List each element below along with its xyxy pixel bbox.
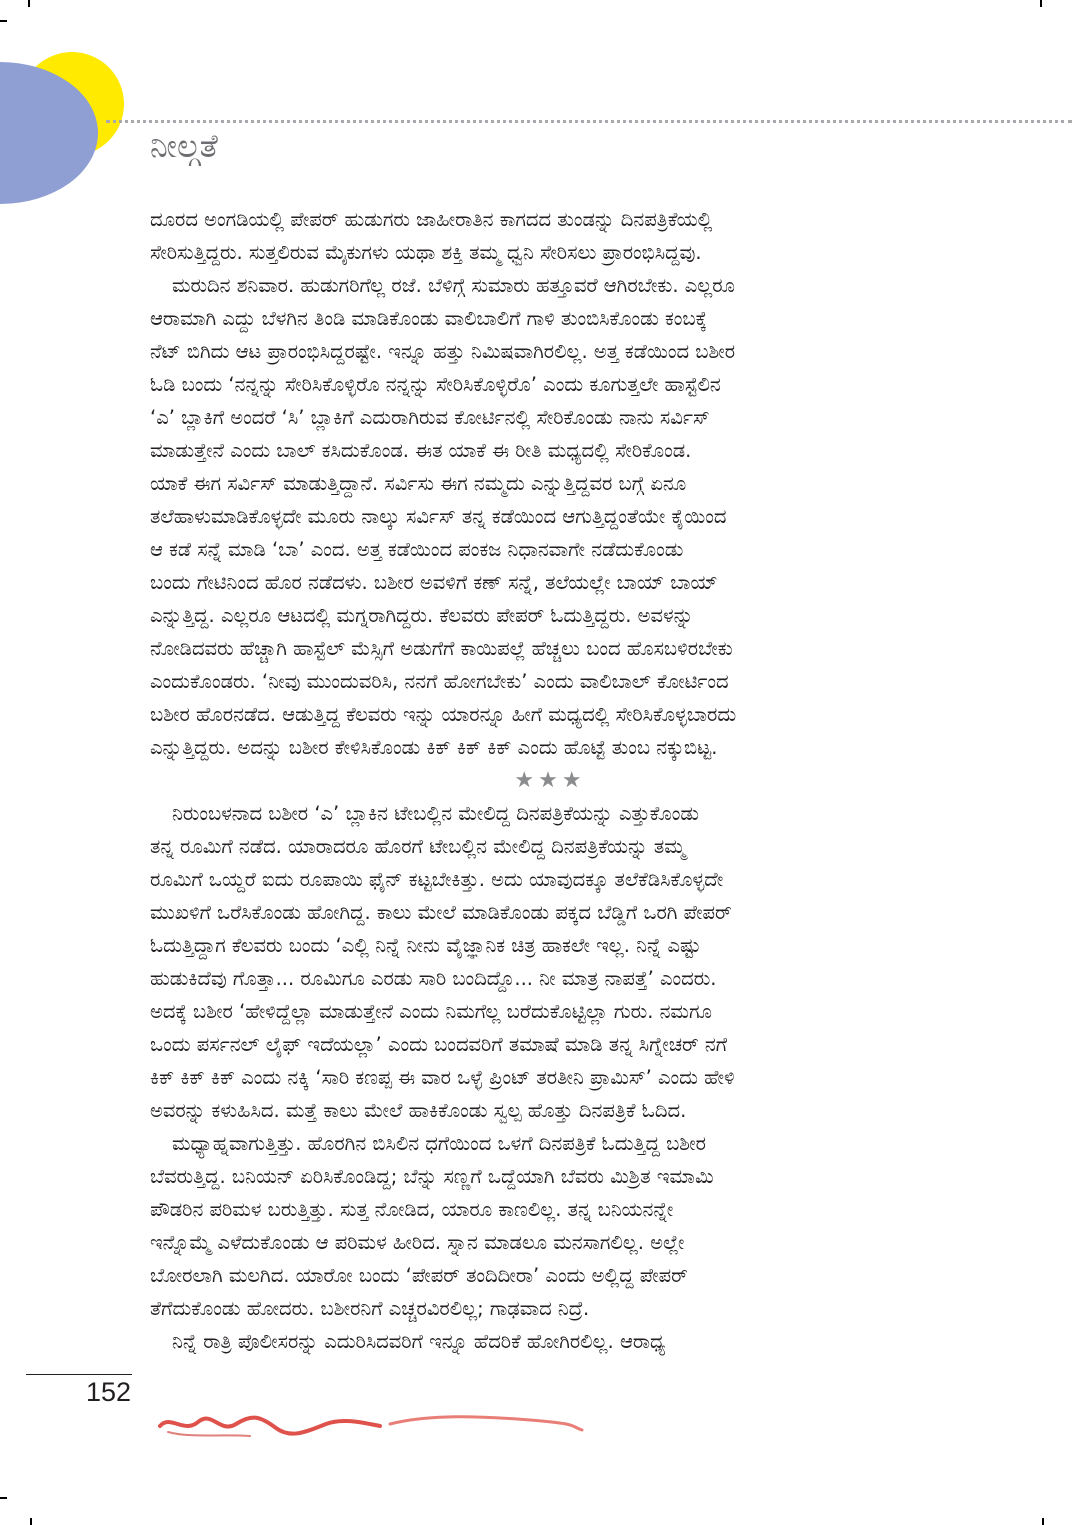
text-line: ತೆಗೆದುಕೊಂಡು ಹೋದರು. ಬಶೀರನಿಗೆ ಎಚ್ಚರವಿರಲಿಲ್ಲ; ಗಾಢವಾದ ನಿದ್ರೆ. xyxy=(150,1297,590,1320)
text-line: ತಲೆಹಾಳುಮಾಡಿಕೊಳ್ಳದೇ ಮೂರು ನಾಲ್ಕು ಸರ್ವಿಸ್ ತನ್ನ ಕಡೆಯಿಂದ ಆಗುತ್ತಿದ್ದಂತೆಯೇ ಕೈಯಿಂದ xyxy=(150,505,727,528)
text-line: ಸೇರಿಸುತ್ತಿದ್ದರು. ಸುತ್ತಲಿರುವ ಮೈಕುಗಳು ಯಥಾ ಶಕ್ತಿ ತಮ್ಮ ಧ್ವನಿ ಸೇರಿಸಲು ಪ್ರಾರಂಭಿಸಿದ್ದವು. xyxy=(150,241,702,264)
section-title: ನೀಲ್ಗತೆ xyxy=(150,127,218,165)
text-line: ದೂರದ ಅಂಗಡಿಯಲ್ಲಿ ಪೇಪರ್ ಹುಡುಗರು ಜಾಹೀರಾತಿನ ಕಾಗದದ ತುಂಡನ್ನು ದಿನಪತ್ರಿಕೆಯಲ್ಲಿ xyxy=(150,208,713,231)
text-line: ಬಂದು ಗೇಟಿನಿಂದ ಹೊರ ನಡೆದಳು. ಬಶೀರ ಅವಳಿಗೆ ಕಣ್ ಸನ್ನೆ, ತಲೆಯಲ್ಲೇ ಬಾಯ್ ಬಾಯ್ xyxy=(150,571,718,594)
text-line: ನಿರುಂಬಳನಾದ ಬಶೀರ ‘ಎ’ ಬ್ಲಾಕಿನ ಟೇಬಲ್ಲಿನ ಮೇಲಿದ್ದ ದಿನಪತ್ರಿಕೆಯನ್ನು ಎತ್ತುಕೊಂಡು xyxy=(172,802,699,825)
crop-mark-bottom-right xyxy=(1042,1518,1044,1525)
text-line: ಮಾಡುತ್ತೇನೆ ಎಂದು ಬಾಲ್ ಕಸಿದುಕೊಂಡ. ಈತ ಯಾಕೆ ಈ ರೀತಿ ಮಧ್ಯದಲ್ಲಿ ಸೇರಿಕೊಂಡ. xyxy=(150,439,692,462)
text-line: ಆರಾಮಾಗಿ ಎದ್ದು ಬೆಳಗಿನ ತಿಂಡಿ ಮಾಡಿಕೊಂಡು ವಾಲಿಬಾಲಿಗೆ ಗಾಳಿ ತುಂಬಿಸಿಕೊಂಡು ಕಂಬಕ್ಕೆ xyxy=(150,307,708,330)
text-line: ಹುಡುಕಿದೆವು ಗೊತ್ತಾ... ರೂಮಿಗೂ ಎರಡು ಸಾರಿ ಬಂದಿದ್ದೊ... ನೀ ಮಾತ್ರ ನಾಪತ್ತೆ’ ಎಂದರು. xyxy=(150,967,717,990)
text-line: ತನ್ನ ರೂಮಿಗೆ ನಡೆದ. ಯಾರಾದರೂ ಹೊರಗೆ ಟೇಬಲ್ಲಿನ ಮೇಲಿದ್ದ ದಿನಪತ್ರಿಕೆಯನ್ನು ತಮ್ಮ xyxy=(150,835,686,858)
crop-mark-bottom-left xyxy=(30,1518,32,1525)
text-line: ಎನ್ನುತ್ತಿದ್ದ. ಎಲ್ಲರೂ ಆಟದಲ್ಲಿ ಮಗ್ನರಾಗಿದ್ದರು. ಕೆಲವರು ಪೇಪರ್ ಓದುತ್ತಿದ್ದರು. ಅವಳನ್ನು xyxy=(150,604,694,627)
text-line: ಎಂದುಕೊಂಡರು. ‘ನೀವು ಮುಂದುವರಿಸಿ, ನನಗೆ ಹೋಗಬೇಕು’ ಎಂದು ವಾಲಿಬಾಲ್ ಕೋರ್ಟಿಂದ xyxy=(150,670,729,693)
page-number: 152 xyxy=(86,1377,132,1407)
text-line: ಮರುದಿನ ಶನಿವಾರ. ಹುಡುಗರಿಗೆಲ್ಲ ರಜೆ. ಬೆಳಿಗ್ಗೆ ಸುಮಾರು ಹತ್ತೂವರೆ ಆಗಿರಬೇಕು. ಎಲ್ಲರೂ xyxy=(172,274,735,297)
text-line: ನೆಟ್ ಬಿಗಿದು ಆಟ ಪ್ರಾರಂಭಿಸಿದ್ದರಷ್ಟೇ. ಇನ್ನೂ ಹತ್ತು ನಿಮಿಷವಾಗಿರಲಿಲ್ಲ. ಅತ್ತ ಕಡೆಯಿಂದ ಬಶೀರ xyxy=(150,340,736,363)
text-line: ಬೋರಲಾಗಿ ಮಲಗಿದ. ಯಾರೋ ಬಂದು ‘ಪೇಪರ್ ತಂದಿದೀರಾ’ ಎಂದು ಅಲ್ಲಿದ್ದ ಪೇಪರ್ xyxy=(150,1264,688,1287)
text-line: ‘ಎ’ ಬ್ಲಾಕಿಗೆ ಅಂದರೆ ‘ಸಿ’ ಬ್ಲಾಕಿಗೆ ಎದುರಾಗಿರುವ ಕೋರ್ಟಿನಲ್ಲಿ ಸೇರಿಕೊಂಡು ನಾನು ಸರ್ವಿಸ್ xyxy=(150,406,710,429)
section-separator: ★★★ xyxy=(514,768,586,793)
text-line: ನೋಡಿದವರು ಹೆಚ್ಚಾಗಿ ಹಾಸ್ಟೆಲ್ ಮೆಸ್ಸಿಗೆ ಅಡುಗೆಗೆ ಕಾಯಿಪಲ್ಲೆ ಹೆಚ್ಚಲು ಬಂದ ಹೊಸಬಳಿರಬೇಕು xyxy=(150,637,733,660)
text-line: ರೂಮಿಗೆ ಒಯ್ದರೆ ಐದು ರೂಪಾಯಿ ಫೈನ್ ಕಟ್ಟಬೇಕಿತ್ತು. ಅದು ಯಾವುದಕ್ಕೂ ತಲೆಕೆಡಿಸಿಕೊಳ್ಳದೇ xyxy=(150,868,724,891)
text-line: ಎನ್ನುತ್ತಿದ್ದರು. ಅದನ್ನು ಬಶೀರ ಕೇಳಿಸಿಕೊಂಡು ಕಿಕ್ ಕಿಕ್ ಕಿಕ್ ಎಂದು ಹೊಟ್ಟೆ ತುಂಬ ನಕ್ಕುಬಿಟ್ಟ. xyxy=(150,736,718,759)
text-line: ಬೆವರುತ್ತಿದ್ದ. ಬನಿಯನ್ ಏರಿಸಿಕೊಂಡಿದ್ದ; ಬೆನ್ನು ಸಣ್ಣಗೆ ಒದ್ದೆಯಾಗಿ ಬೆವರು ಮಿಶ್ರಿತ ಇಮಾಮಿ xyxy=(150,1165,714,1188)
body-text xyxy=(150,203,950,1358)
text-line: ಅವರನ್ನು ಕಳುಹಿಸಿದ. ಮತ್ತೆ ಕಾಲು ಮೇಲೆ ಹಾಕಿಕೊಂಡು ಸ್ವಲ್ಪ ಹೊತ್ತು ದಿನಪತ್ರಿಕೆ ಓದಿದ. xyxy=(150,1099,687,1122)
crop-mark-left-top xyxy=(0,20,7,22)
page-number-rule xyxy=(26,1374,132,1375)
text-line: ಕಿಕ್ ಕಿಕ್ ಕಿಕ್ ಎಂದು ನಕ್ಕಿ ‘ಸಾರಿ ಕಣಪ್ಪ ಈ ವಾರ ಒಳ್ಳೆ ಪ್ರಿಂಟ್ ತರತೀನಿ ಪ್ರಾಮಿಸ್’ ಎಂದು ಹೇಳಿ xyxy=(150,1066,735,1089)
text-line: ಮುಖಳಿಗೆ ಒರೆಸಿಕೊಂಡು ಹೋಗಿದ್ದ. ಕಾಲು ಮೇಲೆ ಮಾಡಿಕೊಂಡು ಪಕ್ಕದ ಬೆಡ್ಡಿಗೆ ಒರಗಿ ಪೇಪರ್ xyxy=(150,901,732,924)
text-line: ಇನ್ನೊಮ್ಮೆ ಎಳೆದುಕೊಂಡು ಆ ಪರಿಮಳ ಹೀರಿದ. ಸ್ನಾನ ಮಾಡಲೂ ಮನಸಾಗಲಿಲ್ಲ. ಅಲ್ಲೇ xyxy=(150,1231,685,1254)
text-line: ಯಾಕೆ ಈಗ ಸರ್ವಿಸ್ ಮಾಡುತ್ತಿದ್ದಾನೆ. ಸರ್ವಿಸು ಈಗ ನಮ್ಮದು ಎನ್ನುತ್ತಿದ್ದವರ ಬಗ್ಗೆ ಏನೂ xyxy=(150,472,687,495)
crop-mark-top-right xyxy=(1040,0,1042,7)
text-line: ಮಧ್ಯಾಹ್ನವಾಗುತ್ತಿತ್ತು. ಹೊರಗಿನ ಬಿಸಿಲಿನ ಧಗೆಯಿಂದ ಒಳಗೆ ದಿನಪತ್ರಿಕೆ ಓದುತ್ತಿದ್ದ ಬಶೀರ xyxy=(172,1132,706,1155)
text-line: ನಿನ್ನೆ ರಾತ್ರಿ ಪೊಲೀಸರನ್ನು ಎದುರಿಸಿದವರಿಗೆ ಇನ್ನೂ ಹೆದರಿಕೆ ಹೋಗಿರಲಿಲ್ಲ. ಆರಾಧ್ಯ xyxy=(172,1330,666,1353)
crop-mark-top-left xyxy=(28,0,30,7)
text-line: ಪೌಡರಿನ ಪರಿಮಳ ಬರುತ್ತಿತ್ತು. ಸುತ್ತ ನೋಡಿದ, ಯಾರೂ ಕಾಣಲಿಲ್ಲ. ತನ್ನ ಬನಿಯನನ್ನೇ xyxy=(150,1198,674,1221)
signature-scribble-image xyxy=(150,1404,590,1444)
text-line: ಓಡಿ ಬಂದು ‘ನನ್ನನ್ನು ಸೇರಿಸಿಕೊಳ್ಳಿರೊ ನನ್ನನ್ನು ಸೇರಿಸಿಕೊಳ್ಳಿರೊ’ ಎಂದು ಕೂಗುತ್ತಲೇ ಹಾಸ್ಟೆಲಿನ xyxy=(150,373,721,396)
text-line: ಅದಕ್ಕೆ ಬಶೀರ ‘ಹೇಳಿದ್ದೆಲ್ಲಾ ಮಾಡುತ್ತೇನೆ ಎಂದು ನಿಮಗೆಲ್ಲ ಬರೆದುಕೊಟ್ಟಿಲ್ಲಾ ಗುರು. ನಮಗೂ xyxy=(150,1000,712,1023)
header-dotted-rule xyxy=(106,120,1072,123)
crop-mark-left-bottom xyxy=(0,1497,7,1499)
text-line: ಆ ಕಡೆ ಸನ್ನೆ ಮಾಡಿ ‘ಬಾ’ ಎಂದ. ಅತ್ತ ಕಡೆಯಿಂದ ಪಂಕಜ ನಿಧಾನವಾಗೇ ನಡೆದುಕೊಂಡು xyxy=(150,538,684,561)
text-line: ಓದುತ್ತಿದ್ದಾಗ ಕೆಲವರು ಬಂದು ‘ಎಲ್ಲಿ ನಿನ್ನೆ ನೀನು ವೈಜ್ಞಾನಿಕ ಚಿತ್ರ ಹಾಕಲೇ ಇಲ್ಲ. ನಿನ್ನೆ ಎಷ್ಟು xyxy=(150,934,701,957)
text-line: ಒಂದು ಪರ್ಸನಲ್ ಲೈಫ್ ಇದೆಯಲ್ಲಾ’ ಎಂದು ಬಂದವರಿಗೆ ತಮಾಷೆ ಮಾಡಿ ತನ್ನ ಸಿಗ್ನೇಚರ್ ನಗೆ xyxy=(150,1033,728,1056)
text-line: ಬಶೀರ ಹೊರನಡೆದ. ಆಡುತ್ತಿದ್ದ ಕೆಲವರು ಇನ್ನು ಯಾರನ್ನೂ ಹೀಗೆ ಮಧ್ಯದಲ್ಲಿ ಸೇರಿಸಿಕೊಳ್ಳಬಾರದು xyxy=(150,703,737,726)
